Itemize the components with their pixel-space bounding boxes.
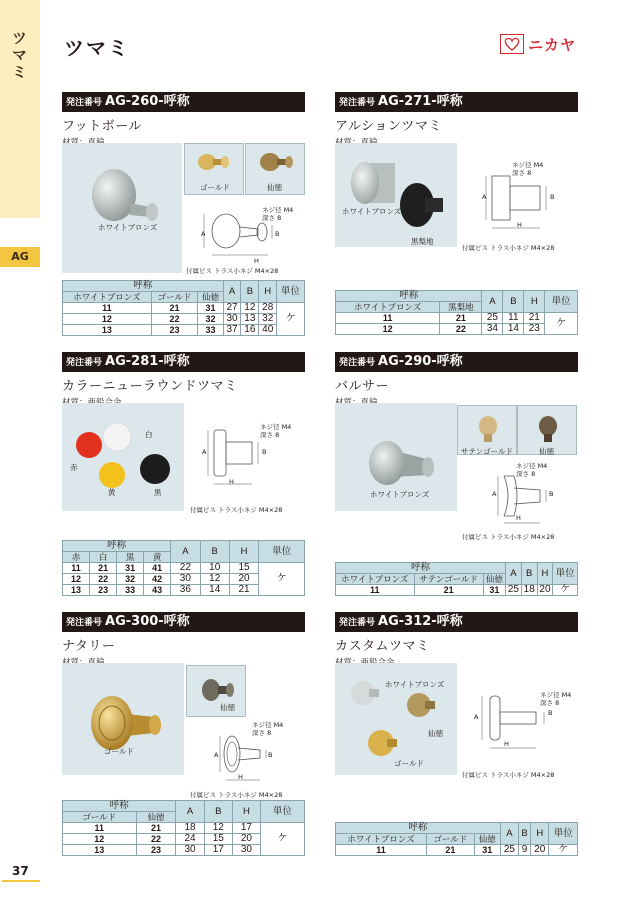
table-cell: 31 [117, 563, 144, 574]
table-cell: 25 [482, 313, 503, 324]
caption-sentoku: 仙徳 [267, 183, 282, 192]
table-cell: 12 [63, 314, 152, 325]
table-cell: 25 [500, 845, 518, 856]
table-cell: 41 [144, 563, 171, 574]
table-cell: 12 [63, 574, 90, 585]
caption-white-bronze: ホワイトブロンズ [98, 223, 158, 232]
table-cell: 31 [474, 845, 500, 856]
caption-white-bronze: ホワイトブロンズ [385, 680, 445, 689]
screw-note: 付属ビス トラス小ネジ M4×28 [186, 267, 279, 275]
table-header-a: A [482, 291, 503, 313]
caption-white-bronze: ホワイトブロンズ [370, 490, 430, 499]
dim-h: H [229, 478, 234, 486]
dim-depth: 深さ 8 [516, 470, 536, 478]
column-header: 黒 [117, 552, 144, 563]
table-header-yobi: 呼称 [336, 823, 501, 834]
unit-cell: ケ [545, 313, 578, 335]
table-cell: 10 [200, 563, 229, 574]
screw-note: 付属ビス トラス小ネジ M4×28 [462, 244, 555, 252]
product-name: フットボール [62, 119, 142, 134]
table-cell: 9 [519, 845, 531, 856]
table-cell: 21 [151, 303, 198, 314]
dim-h: H [516, 514, 521, 522]
table-cell: 24 [176, 834, 204, 845]
column-header: サテンゴールド [414, 574, 483, 585]
caption-black: 黒 [154, 488, 162, 497]
page-number-underline [2, 880, 40, 882]
table-cell: 30 [176, 845, 204, 856]
product-code: AG-312-呼称 [378, 614, 463, 629]
product-code: AG-260-呼称 [105, 94, 190, 109]
table-cell: 12 [63, 834, 137, 845]
product-ag-281 [62, 352, 305, 408]
spec-table-ag-281 [62, 540, 305, 596]
dim-a: A [492, 490, 497, 498]
table-cell: 25 [506, 585, 522, 596]
dimension-drawing-ag-290 [490, 470, 570, 528]
table-cell: 16 [241, 325, 259, 336]
caption-gold: ゴールド [394, 759, 424, 768]
product-photo-gold [62, 663, 184, 775]
spec-table-ag-271 [335, 290, 578, 335]
table-cell: 11 [63, 303, 152, 314]
table-cell: 32 [117, 574, 144, 585]
table-cell: 32 [259, 314, 277, 325]
table-cell: 12 [200, 574, 229, 585]
table-cell: 11 [63, 823, 137, 834]
screw-note: 付属ビス トラス小ネジ M4×28 [190, 791, 283, 799]
caption-satin-gold: サテンゴールド [461, 447, 513, 456]
table-cell: 20 [232, 834, 260, 845]
column-header: ホワイトブロンズ [336, 574, 415, 585]
table-cell: 43 [144, 585, 171, 596]
screw-note: 付属ビス トラス小ネジ M4×28 [462, 533, 555, 541]
column-header: 黒梨地 [440, 302, 482, 313]
category-badge: AG [0, 247, 40, 267]
caption-black-satin: 黒梨地 [411, 237, 434, 246]
table-row [336, 313, 578, 324]
order-number-label: 発注番号 [339, 358, 376, 368]
dim-depth: 深さ 8 [540, 699, 560, 707]
table-header-unit: 単位 [277, 281, 305, 303]
brand-logo-text: ニカヤ [528, 35, 577, 54]
dimension-drawing-ag-300 [212, 728, 292, 788]
column-header: ホワイトブロンズ [336, 834, 427, 845]
caption-sentoku: 仙徳 [539, 447, 554, 456]
table-cell: 32 [198, 314, 223, 325]
table-header-a: A [223, 281, 241, 303]
table-cell: 40 [259, 325, 277, 336]
table-cell: 23 [90, 585, 117, 596]
dim-depth: 深さ 8 [260, 431, 280, 439]
sentoku-knob-image [187, 666, 247, 718]
table-row [336, 845, 578, 856]
table-cell: 13 [241, 314, 259, 325]
table-cell: 15 [229, 563, 258, 574]
dim-h: H [517, 221, 522, 229]
table-cell: 30 [232, 845, 260, 856]
spec-table-ag-300 [62, 800, 305, 856]
dim-b: B [268, 751, 273, 759]
table-cell: 20 [537, 585, 553, 596]
dim-screw: ネジ径 M4 [252, 721, 284, 729]
product-ag-312 [335, 612, 578, 668]
table-header-h: H [229, 541, 258, 563]
product-photo-white-bronze [62, 143, 182, 273]
table-header-unit: 単位 [259, 541, 305, 563]
natalie-knob-image [62, 663, 184, 775]
product-header [335, 92, 578, 112]
table-cell: 21 [136, 823, 176, 834]
table-cell: 23 [151, 325, 198, 336]
page-title: ツマミ [64, 36, 130, 60]
table-cell: 30 [223, 314, 241, 325]
dim-b: B [549, 490, 554, 498]
table-cell: 13 [63, 585, 90, 596]
product-ag-300 [62, 612, 305, 668]
table-row [63, 314, 305, 325]
product-ag-260 [62, 92, 305, 148]
dim-a: A [474, 713, 479, 721]
column-header: 仙徳 [136, 812, 176, 823]
table-cell: 33 [198, 325, 223, 336]
table-cell: 11 [336, 313, 440, 324]
table-cell: 21 [414, 585, 483, 596]
table-cell: 11 [503, 313, 524, 324]
dim-depth: 深さ 8 [262, 214, 282, 222]
table-cell: 22 [136, 834, 176, 845]
table-header-b: B [204, 801, 232, 823]
table-header-b: B [200, 541, 229, 563]
unit-cell: ケ [549, 845, 578, 856]
column-header: 仙徳 [474, 834, 500, 845]
table-header-b: B [519, 823, 531, 845]
dim-a: A [214, 751, 219, 759]
brand-logo [500, 32, 590, 56]
dim-depth: 深さ 8 [252, 729, 272, 737]
dim-screw: ネジ径 M4 [260, 423, 292, 431]
table-cell: 12 [336, 324, 440, 335]
product-ag-290 [335, 352, 578, 408]
unit-cell: ケ [553, 585, 578, 596]
table-cell: 21 [427, 845, 475, 856]
table-cell: 23 [136, 845, 176, 856]
spec-table-ag-260 [62, 280, 305, 336]
caption-yellow: 黄 [108, 488, 116, 497]
product-code: AG-271-呼称 [378, 94, 463, 109]
table-header-unit: 単位 [549, 823, 578, 845]
table-row [63, 563, 305, 574]
order-number-label: 発注番号 [339, 98, 376, 108]
table-row [336, 585, 578, 596]
column-header: 赤 [63, 552, 90, 563]
table-cell: 31 [483, 585, 505, 596]
product-photo-ag-281 [62, 403, 184, 511]
dim-depth: 深さ 8 [512, 169, 532, 177]
table-header-yobi: 呼称 [63, 281, 224, 292]
product-name: アルションツマミ [335, 119, 442, 134]
table-header-b: B [503, 291, 524, 313]
product-header [335, 352, 578, 372]
page-number: 37 [12, 864, 29, 878]
order-number-label: 発注番号 [66, 98, 103, 108]
product-code: AG-281-呼称 [105, 354, 190, 369]
product-header [62, 92, 305, 112]
table-header-yobi: 呼称 [63, 541, 171, 552]
table-cell: 12 [204, 823, 232, 834]
table-cell: 15 [204, 834, 232, 845]
product-name: カラーニューラウンドツマミ [62, 379, 238, 394]
screw-note: 付属ビス トラス小ネジ M4×28 [190, 506, 283, 514]
dim-a: A [201, 230, 206, 238]
table-cell: 34 [482, 324, 503, 335]
table-header-b: B [241, 281, 259, 303]
caption-gold: ゴールド [200, 183, 230, 192]
color-round-knob-image [62, 403, 184, 511]
table-header-a: A [176, 801, 204, 823]
side-tab-label: ツマミ [10, 30, 28, 81]
table-cell: 31 [198, 303, 223, 314]
dim-screw: ネジ径 M4 [262, 206, 294, 214]
spec-table-ag-312 [335, 822, 578, 856]
table-header-h: H [524, 291, 545, 313]
table-header-yobi: 呼称 [336, 563, 506, 574]
dim-h: H [238, 773, 243, 781]
table-cell: 22 [90, 574, 117, 585]
spec-table-ag-290 [335, 562, 578, 596]
table-cell: 30 [171, 574, 200, 585]
table-cell: 11 [63, 563, 90, 574]
table-cell: 23 [524, 324, 545, 335]
table-cell: 14 [200, 585, 229, 596]
product-code: AG-290-呼称 [378, 354, 463, 369]
table-header-h: H [259, 281, 277, 303]
table-cell: 14 [503, 324, 524, 335]
table-header-h: H [232, 801, 260, 823]
table-header-unit: 単位 [553, 563, 578, 585]
table-row [63, 303, 305, 314]
table-cell: 22 [151, 314, 198, 325]
caption-sentoku: 仙徳 [428, 729, 443, 738]
table-header-yobi: 呼称 [63, 801, 176, 812]
product-header [335, 612, 578, 632]
table-cell: 20 [229, 574, 258, 585]
table-cell: 13 [63, 845, 137, 856]
table-header-unit: 単位 [261, 801, 305, 823]
table-cell: 11 [336, 845, 427, 856]
order-number-label: 発注番号 [339, 618, 376, 628]
table-header-yobi: 呼称 [336, 291, 482, 302]
dim-b: B [262, 448, 267, 456]
column-header: ゴールド [427, 834, 475, 845]
product-name: ナタリー [62, 639, 116, 654]
product-code: AG-300-呼称 [105, 614, 190, 629]
football-knob-image [62, 143, 182, 273]
caption-white-bronze: ホワイトブロンズ [342, 207, 402, 216]
dim-screw: ネジ径 M4 [512, 161, 544, 169]
column-header: ゴールド [63, 812, 137, 823]
unit-cell: ケ [261, 823, 305, 856]
product-header [62, 612, 305, 632]
table-cell: 20 [531, 845, 549, 856]
column-header: ホワイトブロンズ [336, 302, 440, 313]
side-category-tab [0, 0, 40, 218]
dim-b: B [550, 193, 555, 201]
table-row [63, 325, 305, 336]
product-name: カスタムツマミ [335, 639, 430, 654]
dim-screw: ネジ径 M4 [516, 462, 548, 470]
caption-red: 赤 [70, 463, 78, 472]
order-number-label: 発注番号 [66, 618, 103, 628]
table-cell: 17 [232, 823, 260, 834]
table-cell: 22 [440, 324, 482, 335]
caption-white: 白 [145, 430, 153, 439]
caption-gold: ゴールド [104, 747, 134, 756]
table-cell: 11 [336, 585, 415, 596]
table-cell: 28 [259, 303, 277, 314]
table-header-a: A [171, 541, 200, 563]
column-header: ゴールド [151, 292, 198, 303]
dim-b: B [548, 709, 553, 717]
product-name: バルサー [335, 379, 390, 394]
dim-b: B [275, 230, 280, 238]
column-header: 黄 [144, 552, 171, 563]
product-ag-271 [335, 92, 578, 148]
table-cell: 21 [440, 313, 482, 324]
table-header-a: A [506, 563, 522, 585]
dim-h: H [254, 257, 259, 265]
alshon-knob-image [335, 143, 457, 247]
table-cell: 21 [524, 313, 545, 324]
table-header-unit: 単位 [545, 291, 578, 313]
table-header-h: H [537, 563, 553, 585]
heart-logo-icon [500, 34, 524, 54]
table-cell: 18 [176, 823, 204, 834]
table-cell: 42 [144, 574, 171, 585]
table-header-h: H [531, 823, 549, 845]
table-header-a: A [500, 823, 518, 845]
unit-cell: ケ [277, 303, 305, 336]
table-cell: 13 [63, 325, 152, 336]
dim-a: A [482, 193, 487, 201]
table-row [336, 324, 578, 335]
table-row [63, 823, 305, 834]
table-cell: 21 [229, 585, 258, 596]
product-photo-ag-271 [335, 143, 457, 247]
table-cell: 21 [90, 563, 117, 574]
dim-screw: ネジ径 M4 [540, 691, 572, 699]
table-cell: 33 [117, 585, 144, 596]
order-number-label: 発注番号 [66, 358, 103, 368]
column-header: 仙徳 [483, 574, 505, 585]
table-cell: 27 [223, 303, 241, 314]
table-cell: 37 [223, 325, 241, 336]
dim-h: H [504, 740, 509, 748]
table-cell: 36 [171, 585, 200, 596]
dimension-drawing-ag-260 [196, 205, 306, 265]
table-header-b: B [521, 563, 537, 585]
screw-note: 付属ビス トラス小ネジ M4×28 [462, 771, 555, 779]
sub-photo-sentoku [186, 665, 246, 717]
table-cell: 18 [521, 585, 537, 596]
table-cell: 17 [204, 845, 232, 856]
unit-cell: ケ [259, 563, 305, 596]
column-header: ホワイトブロンズ [63, 292, 152, 303]
table-cell: 12 [241, 303, 259, 314]
product-header [62, 352, 305, 372]
table-cell: 22 [171, 563, 200, 574]
column-header: 仙徳 [198, 292, 223, 303]
dim-a: A [202, 448, 207, 456]
column-header: 白 [90, 552, 117, 563]
caption-sentoku: 仙徳 [220, 703, 235, 712]
